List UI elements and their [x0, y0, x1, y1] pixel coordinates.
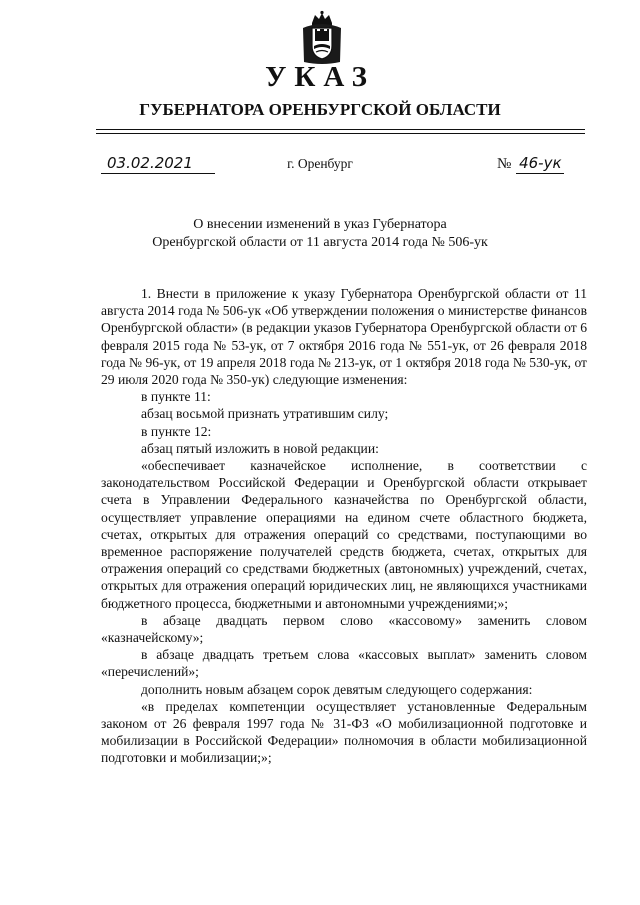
issuer-title: ГУБЕРНАТОРА ОРЕНБУРГСКОЙ ОБЛАСТИ — [139, 100, 501, 119]
number-label: № — [497, 156, 512, 172]
body-paragraph: абзац пятый изложить в новой редакции: — [141, 440, 379, 456]
body-paragraph: «обеспечивает казначейское исполнение, в соответствии с законодательством Российской Федерации и Оренбургской области открывает счета в Управлении Федерального казначейства по Оренбургской области, осуществляет управление операциями на едином счете областного бюджета, счетах, открытых для отражения операций со средствами, поступающими во временное распоряжение получателей средств бюджета, счетах, открытых для отражения операций со средствами бюджетных (автономных) учреждений, счетах, открытых для отражения операций юридических лиц, не являющихся участниками бюджетного процесса, бюджетными и автономными учреждениями;»; — [101, 458, 587, 611]
body-paragraph: «в пределах компетенции осуществляет установленные Федеральным законом от 26 февраля 1997 года № 31-ФЗ «О мобилизационной подготовке и мобилизации в Российской Федерации» полномочия в области мобилизационной подготовки и мобилизации;»; — [101, 698, 587, 766]
header-rule-bottom — [96, 133, 585, 134]
document-city: г. Оренбург — [287, 156, 353, 171]
body-paragraph: абзац восьмой признать утратившим силу; — [141, 406, 389, 422]
body-paragraph: 1. Внести в приложение к указу Губернатора Оренбургской области от 11 августа 2014 года № 506-ук «Об утверждении положения о министерстве финансов Оренбургской области» (в редакции указов Губернатора Оренбургской области от 6 февраля 2015 года № 53-ук, от 7 октября 2016 года № 551-ук, от 26 февраля 2018 года № 96-ук, от 19 апреля 2018 года № 213-ук, от 1 октября 2018 года № 530-ук, от 29 июля 2020 года № 350-ук) следующие изменения: — [101, 286, 587, 388]
document-title: УКАЗ — [265, 61, 375, 93]
heading-line: О внесении изменений в указ Губернатора — [193, 217, 447, 232]
body-paragraph: в пункте 11: — [141, 389, 211, 405]
number-value: 46-ук — [516, 153, 564, 174]
coat-of-arms-icon — [300, 10, 344, 66]
header-rule-top — [96, 129, 585, 130]
document-date: 03.02.2021 — [101, 153, 215, 174]
heading-line: Оренбургской области от 11 августа 2014 года № 506-ук — [152, 235, 488, 250]
document-heading — [100, 216, 540, 252]
body-paragraph: в абзаце двадцать первом слово «кассовому» заменить словом «казначейскому»; — [101, 612, 587, 646]
document-number — [497, 153, 564, 174]
body-paragraph: в пункте 12: — [141, 423, 212, 439]
body-paragraph: в абзаце двадцать третьем слова «кассовых выплат» заменить словом «перечислений»; — [101, 647, 587, 680]
body-paragraph: дополнить новым абзацем сорок девятым следующего содержания: — [141, 681, 533, 697]
document-body — [101, 285, 587, 767]
